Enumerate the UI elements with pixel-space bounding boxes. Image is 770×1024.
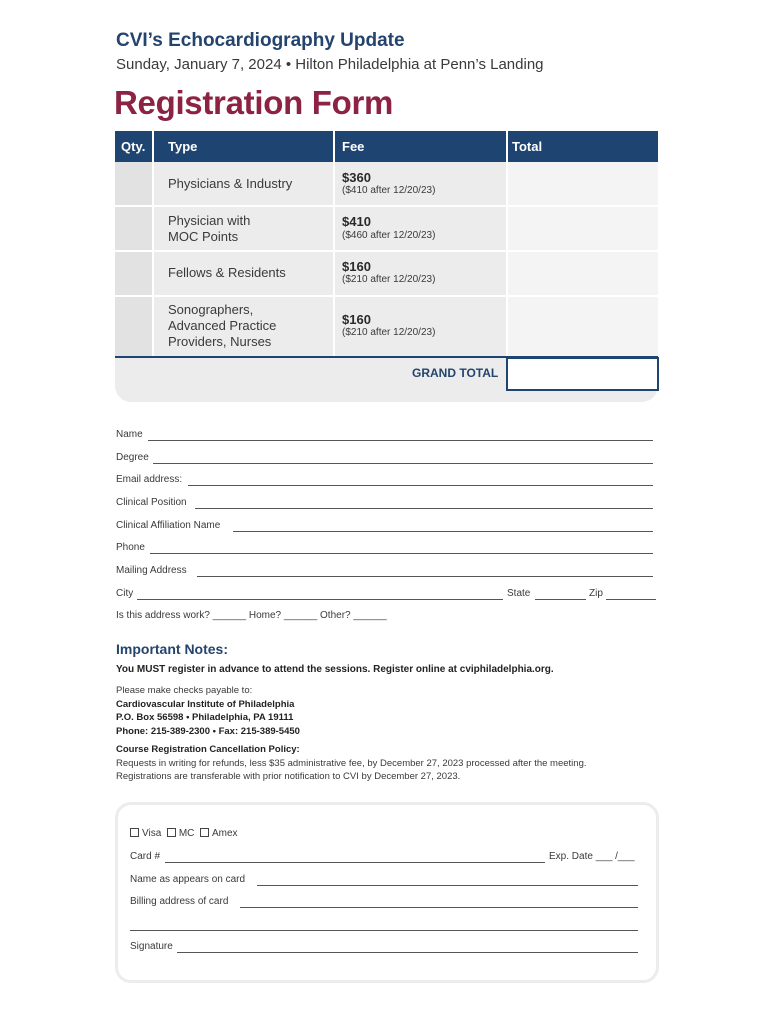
amex-option[interactable]: Amex: [200, 828, 238, 839]
grid-line: [333, 131, 335, 356]
notes-heading: Important Notes:: [116, 641, 228, 657]
total-cell-1[interactable]: [508, 162, 658, 206]
state-label: State: [507, 588, 531, 599]
city-field[interactable]: [137, 599, 503, 600]
card-number-label: Card #: [130, 851, 161, 862]
total-cell-2[interactable]: [508, 207, 658, 251]
state-field[interactable]: [535, 599, 586, 600]
event-title: CVI’s Echocardiography Update: [116, 30, 405, 51]
grand-total-label: GRAND TOTAL: [412, 366, 499, 380]
signature-field[interactable]: [177, 952, 638, 953]
total-cell-3[interactable]: [508, 252, 658, 296]
clinical-position-field[interactable]: [195, 508, 653, 509]
mc-option[interactable]: MC: [167, 828, 195, 839]
grand-total-input[interactable]: [506, 357, 659, 391]
policy-line-2: Registrations are transferable with prior notification to CVI by December 27, 2023.: [116, 771, 461, 782]
must-register-note: You MUST register in advance to attend the sessions. Register online at cviphiladelphia.org.: [116, 664, 554, 675]
billing-address-field[interactable]: [240, 907, 638, 908]
qty-cell-3[interactable]: [115, 252, 152, 296]
phone-field[interactable]: [150, 553, 653, 554]
exp-date-field[interactable]: Exp. Date ___ /___: [549, 851, 635, 862]
policy-block: [116, 743, 587, 784]
checkbox-icon[interactable]: [130, 828, 139, 837]
degree-field[interactable]: [153, 463, 653, 464]
row-fee: $410: [342, 214, 371, 229]
table-header: [115, 131, 658, 162]
address-type[interactable]: Is this address work? ______ Home? ______ Other? ______: [116, 610, 387, 621]
mailing-address-label: Mailing Address: [116, 565, 187, 576]
name-on-card-label: Name as appears on card: [130, 874, 246, 885]
city-label: City: [116, 588, 134, 599]
row-fee: $360: [342, 170, 371, 185]
name-label: Name: [116, 429, 143, 440]
event-subtitle: Sunday, January 7, 2024 • Hilton Philadelphia at Penn’s Landing: [116, 56, 544, 73]
policy-heading: Course Registration Cancellation Policy:: [116, 744, 300, 755]
row-type: Fellows & Residents: [168, 265, 286, 280]
checks-payable: Please make checks payable to:: [116, 685, 253, 696]
col-total: Total: [512, 139, 543, 154]
form-title: Registration Form: [114, 84, 394, 121]
po-box: P.O. Box 56598 • Philadelphia, PA 19111: [116, 712, 294, 723]
grid-line: [115, 295, 658, 297]
total-cell-4[interactable]: [508, 297, 658, 356]
row-fee: $160: [342, 259, 371, 274]
billing-address-label: Billing address of card: [130, 896, 229, 907]
clinical-affiliation-label: Clinical Affiliation Name: [116, 520, 221, 531]
card-type-options: [130, 828, 238, 839]
email-label: Email address:: [116, 474, 183, 485]
grid-line: [506, 131, 508, 356]
billing-address-line-2[interactable]: [130, 930, 638, 931]
row-late-fee: ($210 after 12/20/23): [342, 274, 436, 285]
phone-fax: Phone: 215-389-2300 • Fax: 215-389-5450: [116, 725, 300, 737]
col-fee: Fee: [342, 139, 365, 154]
clinical-position-label: Clinical Position: [116, 497, 187, 508]
clinical-affiliation-field[interactable]: [233, 531, 653, 532]
row-type: Physician with MOC Points: [168, 213, 251, 244]
signature-label: Signature: [130, 941, 173, 952]
grid-line: [115, 250, 658, 252]
row-late-fee: ($210 after 12/20/23): [342, 327, 436, 338]
name-field[interactable]: [148, 440, 653, 441]
checkbox-icon[interactable]: [200, 828, 209, 837]
row-type: Sonographers, Advanced Practice Providers, Nurses: [168, 302, 277, 349]
phone-label: Phone: [116, 542, 145, 553]
email-field[interactable]: [188, 485, 653, 486]
zip-field[interactable]: [606, 599, 656, 600]
checks-block: [116, 684, 300, 738]
col-qty: Qty.: [121, 139, 146, 154]
card-number-field[interactable]: [165, 862, 545, 863]
zip-label: Zip: [589, 588, 603, 599]
name-on-card-field[interactable]: [257, 885, 638, 886]
row-type: Physicians & Industry: [168, 176, 293, 191]
qty-cell-2[interactable]: [115, 207, 152, 251]
row-fee: $160: [342, 312, 371, 327]
org-name: Cardiovascular Institute of Philadelphia: [116, 698, 295, 710]
qty-cell-1[interactable]: [115, 162, 152, 206]
qty-cell-4[interactable]: [115, 297, 152, 356]
visa-option[interactable]: Visa: [130, 828, 161, 839]
grid-line: [152, 131, 154, 356]
row-late-fee: ($410 after 12/20/23): [342, 185, 436, 196]
row-late-fee: ($460 after 12/20/23): [342, 230, 436, 241]
col-type: Type: [168, 139, 198, 154]
checkbox-icon[interactable]: [167, 828, 176, 837]
grid-line: [115, 205, 658, 207]
policy-line-1: Requests in writing for refunds, less $35 administrative fee, by December 27, 2023 processed after the meeting.: [116, 757, 587, 769]
mailing-address-field[interactable]: [197, 576, 653, 577]
degree-label: Degree: [116, 452, 149, 463]
